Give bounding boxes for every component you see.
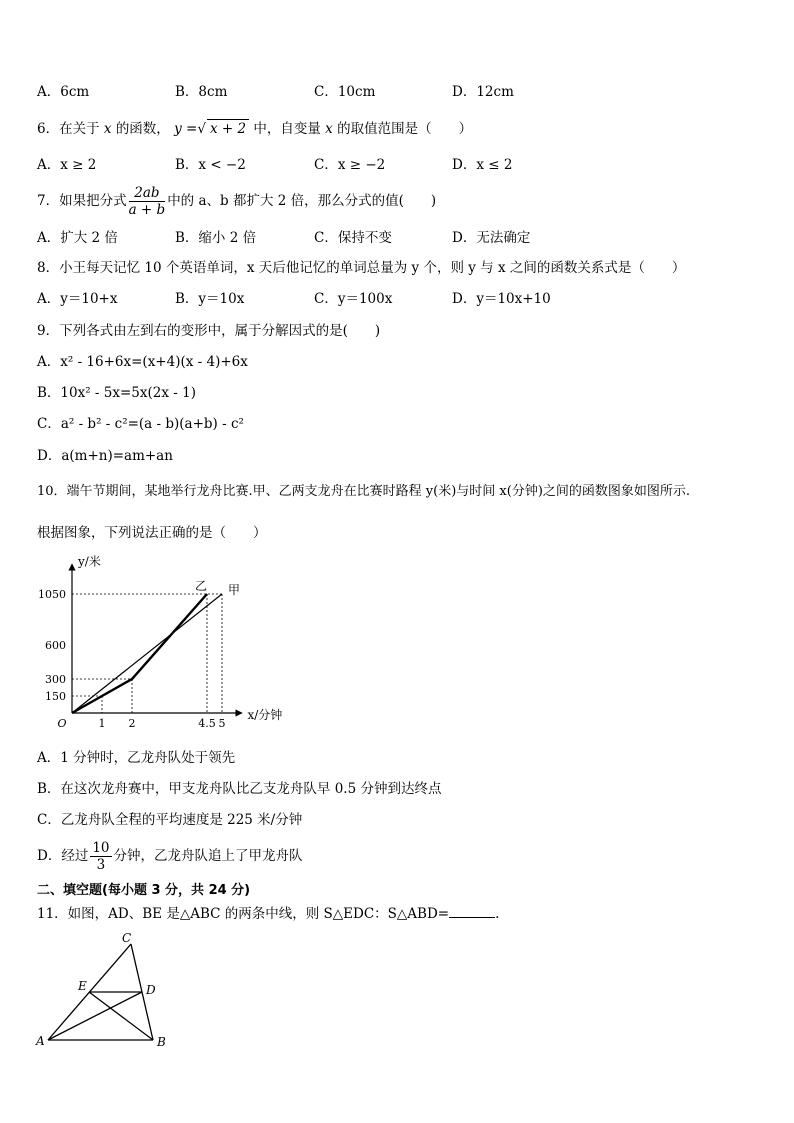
q7-suffix: 中的 a、b 都扩大 2 倍，那么分式的值( ) [167, 193, 437, 209]
question-6: 6．在关于 x 的函数， y =√ x + 2 中，自变量 x 的取值范围是（ ） [37, 121, 473, 137]
series-label-1: 乙 [195, 579, 208, 593]
question-10-line1: 10．端午节期间，某地举行龙舟比赛.甲、乙两支龙舟在比赛时路程 y(米)与时间 x(分钟)之间的函数图象如图所示. [37, 484, 691, 499]
q6-mid: 的函数， [115, 121, 170, 137]
q8-option-d: D．y＝10x+10 [452, 291, 551, 307]
q5-option-d: D．12cm [452, 84, 514, 100]
x-tick-label-2: 2 [128, 717, 136, 730]
q10-d-suffix: 分钟，乙龙舟队追上了甲龙舟队 [113, 848, 303, 864]
q10-d-num: 10 [92, 840, 110, 856]
question-8: 8．小王每天记忆 10 个英语单词，x 天后他记忆的单词总量为 y 个，则 y 与 x 之间的函数关系式是（ ） [37, 260, 686, 276]
q6-option-b: B．x < −2 [175, 157, 246, 173]
q10-d-prefix: D．经过 [37, 848, 89, 864]
q7-option-b: B．缩小 2 倍 [175, 230, 257, 246]
q10-option-b: B．在这次龙舟赛中，甲支龙舟队比乙支龙舟队早 0.5 分钟到达终点 [37, 781, 442, 797]
median-ad [48, 992, 142, 1040]
q11-triangle-figure [36, 930, 186, 1050]
y-tick-label-1050: 1050 [38, 588, 66, 601]
y-axis-label: y/米 [78, 554, 101, 569]
q8-option-b: B．y＝10x [175, 291, 245, 307]
x-tick-label-origin: O [57, 717, 67, 730]
label-e: E [78, 979, 87, 993]
q7-option-d: D．无法确定 [452, 230, 531, 246]
q10-option-a: A．1 分钟时，乙龙舟队处于领先 [37, 750, 236, 766]
x-axis-label: x/分钟 [247, 708, 283, 722]
q11-text: 11．如图，AD、BE 是△ABC 的两条中线，则 S△EDC：S△ABD= [37, 906, 450, 922]
y-tick-label-300: 300 [45, 673, 66, 686]
q9-option-b: B．10x² - 5x=5x(2x - 1) [37, 385, 196, 401]
q6-var: x [103, 121, 112, 137]
q10-d-fraction [90, 840, 111, 873]
q11-answer-blank[interactable] [449, 905, 495, 918]
q6-var2: x [325, 121, 333, 137]
q11-end: . [495, 906, 500, 922]
label-a: A [36, 1034, 45, 1048]
y-tick-label-150: 150 [45, 690, 66, 703]
q6-mid2: 中，自变量 [253, 121, 321, 137]
series-line-1 [72, 594, 207, 713]
q7-prefix: 7．如果把分式 [37, 193, 127, 209]
q6-radicand: x + 2 [207, 119, 249, 138]
q9-option-a: A．x² - 16+6x=(x+4)(x - 4)+6x [37, 354, 248, 370]
question-11 [37, 905, 499, 923]
x-tick-label-4.5: 4.5 [198, 717, 216, 730]
label-b: B [157, 1035, 166, 1049]
q5-option-c: C．10cm [314, 84, 376, 100]
q7-frac-den: a + b [128, 202, 166, 218]
q8-option-c: C．y＝100x [314, 291, 393, 307]
q10-d-den: 3 [96, 857, 106, 873]
q7-option-c: C．保持不变 [314, 230, 392, 246]
question-7 [37, 183, 436, 219]
series-label-0: 甲 [228, 583, 241, 597]
q5-option-b: B．8cm [175, 84, 228, 100]
q10-option-d [37, 838, 303, 874]
q9-option-d: D．a(m+n)=am+an [37, 448, 173, 464]
q7-option-a: A．扩大 2 倍 [37, 230, 118, 246]
q7-fraction [129, 185, 166, 218]
q8-option-a: A．y＝10+x [37, 291, 118, 307]
q6-prefix: 6．在关于 [37, 121, 100, 137]
q9-option-c: C．a² - b² - c²=(a - b)(a+b) - c² [37, 416, 244, 432]
q7-frac-num: 2ab [129, 185, 166, 202]
question-10-line2: 根据图象，下列说法正确的是（ ） [37, 525, 267, 541]
q5-option-a: A．6cm [37, 84, 90, 100]
q10-chart [30, 552, 283, 732]
q6-suffix: 的取值范围是（ ） [337, 121, 473, 137]
label-d: D [146, 983, 156, 997]
x-tick-label-1: 1 [98, 717, 106, 730]
section-2-heading: 二、填空题(每小题 3 分，共 24 分) [37, 883, 251, 898]
y-tick-label-600: 600 [45, 639, 66, 652]
q6-option-c: C．x ≥ −2 [314, 157, 386, 173]
series-line-0 [72, 594, 222, 713]
label-c: C [122, 931, 132, 945]
q6-option-a: A．x ≥ 2 [37, 157, 97, 173]
x-tick-label-5: 5 [218, 717, 226, 730]
q10-option-c: C．乙龙舟队全程的平均速度是 225 米/分钟 [37, 812, 303, 828]
question-9: 9．下列各式由左到右的变形中，属于分解因式的是( ) [37, 323, 381, 339]
q6-option-d: D．x ≤ 2 [452, 157, 513, 173]
q6-func-lhs: y = [174, 121, 198, 137]
